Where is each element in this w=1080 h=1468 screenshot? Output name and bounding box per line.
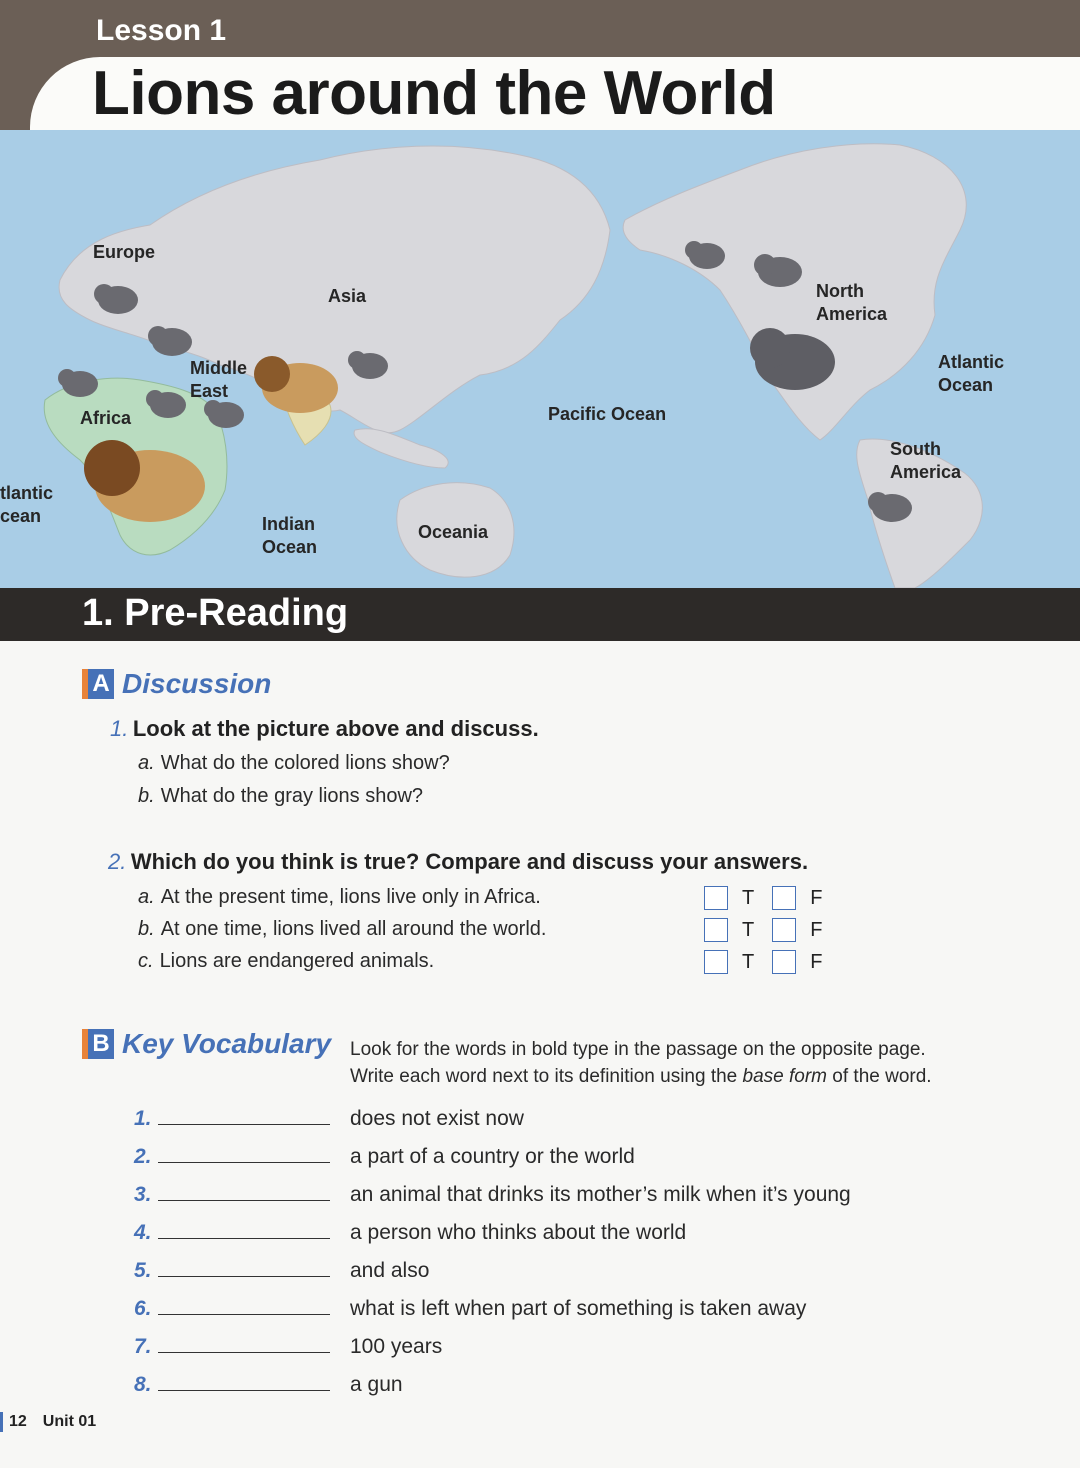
false-label: F — [810, 886, 823, 909]
question-2 — [108, 849, 808, 875]
option-row — [138, 785, 423, 808]
answer-blank[interactable] — [158, 1142, 330, 1163]
option-text: What do the colored lions show? — [160, 752, 450, 774]
vocab-definition: what is left when part of something is taken away — [350, 1297, 807, 1320]
vocab-number: 7. — [134, 1335, 152, 1358]
vocab-definition: 100 years — [350, 1335, 443, 1358]
vocab-instructions — [350, 1036, 1010, 1090]
vocab-item — [134, 1370, 403, 1397]
label-atlantic-ocean-right: Atlantic Ocean — [938, 352, 1005, 395]
tf-answer-row — [704, 950, 840, 974]
vocab-item — [134, 1294, 806, 1321]
vocab-definition: does not exist now — [350, 1107, 524, 1130]
page-number: 12 — [9, 1413, 27, 1430]
vocab-item — [134, 1256, 429, 1283]
answer-blank[interactable] — [158, 1332, 330, 1353]
answer-blank[interactable] — [158, 1218, 330, 1239]
tf-answer-row — [704, 918, 840, 942]
discussion-letter: A — [82, 669, 114, 699]
page-footer — [0, 1412, 96, 1432]
unit-label: Unit 01 — [42, 1413, 97, 1430]
true-label: T — [742, 950, 755, 973]
vocab-item — [134, 1104, 524, 1131]
page-title: Lions around the World — [92, 59, 776, 128]
tf-statement — [138, 918, 546, 941]
instruction-line-1: Look for the words in bold type in the passage on the opposite page. — [350, 1039, 926, 1060]
vocab-definition: a person who thinks about the world — [350, 1221, 687, 1244]
question-number: 1. — [110, 716, 129, 741]
answer-blank[interactable] — [158, 1256, 330, 1277]
option-row — [138, 752, 450, 775]
question-1 — [110, 716, 539, 742]
label-north-america: North America — [816, 281, 888, 324]
label-atlantic-ocean-left: tlantic cean — [0, 483, 54, 526]
tf-statement — [138, 950, 434, 973]
label-south-america: South America — [890, 439, 962, 482]
option-letter: b. — [138, 918, 155, 940]
option-letter: b. — [138, 785, 155, 807]
option-text: At the present time, lions live only in Africa. — [160, 886, 541, 908]
true-checkbox[interactable] — [704, 886, 728, 910]
vocab-definition: and also — [350, 1259, 430, 1282]
answer-blank[interactable] — [158, 1294, 330, 1315]
option-letter: c. — [138, 950, 154, 972]
option-text: At one time, lions lived all around the world. — [160, 918, 547, 940]
label-pacific-ocean: Pacific Ocean — [548, 404, 667, 424]
tf-answer-row — [704, 886, 840, 910]
option-letter: a. — [138, 752, 155, 774]
discussion-heading — [82, 668, 271, 700]
question-number: 2. — [108, 849, 127, 874]
vocab-number: 6. — [134, 1297, 152, 1320]
option-text: Lions are endangered animals. — [159, 950, 435, 972]
answer-blank[interactable] — [158, 1180, 330, 1201]
label-middle-east: Middle East — [190, 358, 247, 401]
world-map — [0, 130, 1080, 588]
lesson-label: Lesson 1 — [96, 14, 227, 47]
vocab-item — [134, 1180, 851, 1207]
false-checkbox[interactable] — [772, 886, 796, 910]
answer-blank[interactable] — [158, 1104, 330, 1125]
map-illustration — [0, 130, 1080, 588]
vocab-item — [134, 1142, 635, 1169]
false-label: F — [810, 950, 823, 973]
label-europe: Europe — [93, 242, 156, 262]
true-label: T — [742, 886, 755, 909]
vocab-number: 8. — [134, 1373, 152, 1396]
vocab-number: 4. — [134, 1221, 152, 1244]
vocab-number: 1. — [134, 1107, 152, 1130]
question-text: Which do you think is true? Compare and discuss your answers. — [130, 849, 809, 874]
se-asia-islands — [354, 429, 448, 468]
vocab-letter: B — [82, 1029, 114, 1059]
vocab-title: Key Vocabulary — [122, 1028, 332, 1059]
tf-statement — [138, 886, 541, 909]
option-text: What do the gray lions show? — [160, 785, 424, 807]
label-africa: Africa — [80, 408, 132, 428]
vocab-definition: an animal that drinks its mother’s milk when it’s young — [350, 1183, 851, 1206]
true-checkbox[interactable] — [704, 918, 728, 942]
footer-accent-bar — [0, 1412, 3, 1432]
label-oceania: Oceania — [418, 522, 489, 542]
vocab-number: 5. — [134, 1259, 152, 1282]
vocab-heading — [82, 1028, 331, 1060]
discussion-title: Discussion — [122, 668, 272, 699]
question-text: Look at the picture above and discuss. — [132, 716, 539, 741]
answer-blank[interactable] — [158, 1370, 330, 1391]
vocab-number: 3. — [134, 1183, 152, 1206]
vocab-number: 2. — [134, 1145, 152, 1168]
vocab-definition: a gun — [350, 1373, 403, 1396]
false-checkbox[interactable] — [772, 950, 796, 974]
vocab-item — [134, 1218, 686, 1245]
false-label: F — [810, 918, 823, 941]
section-title: 1. Pre-Reading — [82, 592, 349, 634]
vocab-item — [134, 1332, 442, 1359]
instruction-line-2: Write each word next to its definition using the base form of the word. — [350, 1066, 932, 1087]
vocab-definition: a part of a country or the world — [350, 1145, 635, 1168]
true-label: T — [742, 918, 755, 941]
label-asia: Asia — [328, 286, 367, 306]
false-checkbox[interactable] — [772, 918, 796, 942]
label-indian-ocean: Indian Ocean — [262, 514, 318, 557]
option-letter: a. — [138, 886, 155, 908]
true-checkbox[interactable] — [704, 950, 728, 974]
north-america-landmass — [623, 144, 966, 440]
